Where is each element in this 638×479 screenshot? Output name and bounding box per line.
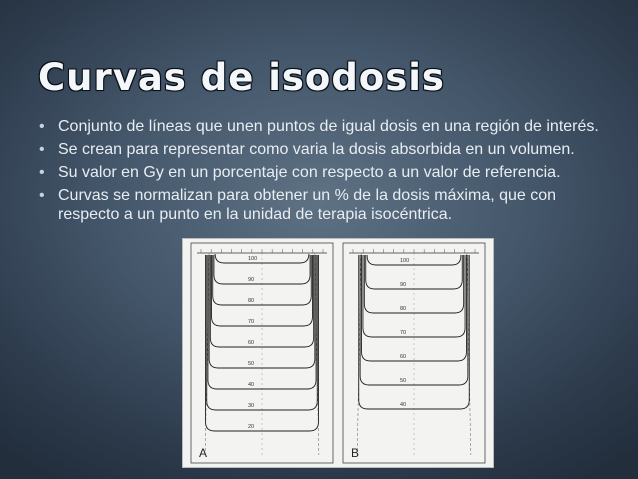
isodose-label: 40: [248, 382, 255, 388]
isodose-label: 90: [248, 277, 255, 283]
panel-letter: A: [199, 446, 208, 460]
isodose-panel-a: [191, 243, 333, 463]
isodose-label: 80: [400, 306, 407, 312]
isodose-diagram: [183, 239, 493, 467]
isodose-label: 30: [248, 403, 255, 409]
bullet-item: • Su valor en Gy en un porcentaje con respecto a un valor de referencia.: [38, 163, 608, 182]
bullet-list: [38, 117, 608, 228]
slide-title: Curvas de isodosis: [38, 56, 445, 99]
bullet-item: • Curvas se normalizan para obtener un % de la dosis máxima, que con respecto a un punto en la unidad de terapia isocéntrica.: [38, 186, 608, 224]
isodose-label: 90: [400, 282, 407, 288]
isodose-figure: [182, 238, 494, 468]
isodose-label: 100: [400, 258, 410, 264]
isodose-label: 20: [248, 424, 255, 430]
isodose-curve: [212, 255, 313, 326]
bullet-item: • Se crean para representar como varia la dosis absorbida en un volumen.: [38, 140, 608, 159]
isodose-label: 50: [400, 378, 407, 384]
isodose-label: 70: [248, 319, 255, 325]
isodose-label: 70: [400, 330, 407, 336]
bullet-item: • Conjunto de líneas que unen puntos de igual dosis en una región de interés.: [38, 117, 608, 136]
isodose-label: 100: [248, 256, 258, 262]
isodose-label: 40: [400, 402, 407, 408]
isodose-label: 50: [248, 361, 255, 367]
isodose-curve: [209, 255, 315, 368]
isodose-label: 60: [400, 354, 407, 360]
isodose-panel-b: [343, 243, 485, 463]
isodose-label: 60: [248, 340, 255, 346]
isodose-label: 80: [248, 298, 255, 304]
panel-letter: B: [351, 446, 360, 460]
